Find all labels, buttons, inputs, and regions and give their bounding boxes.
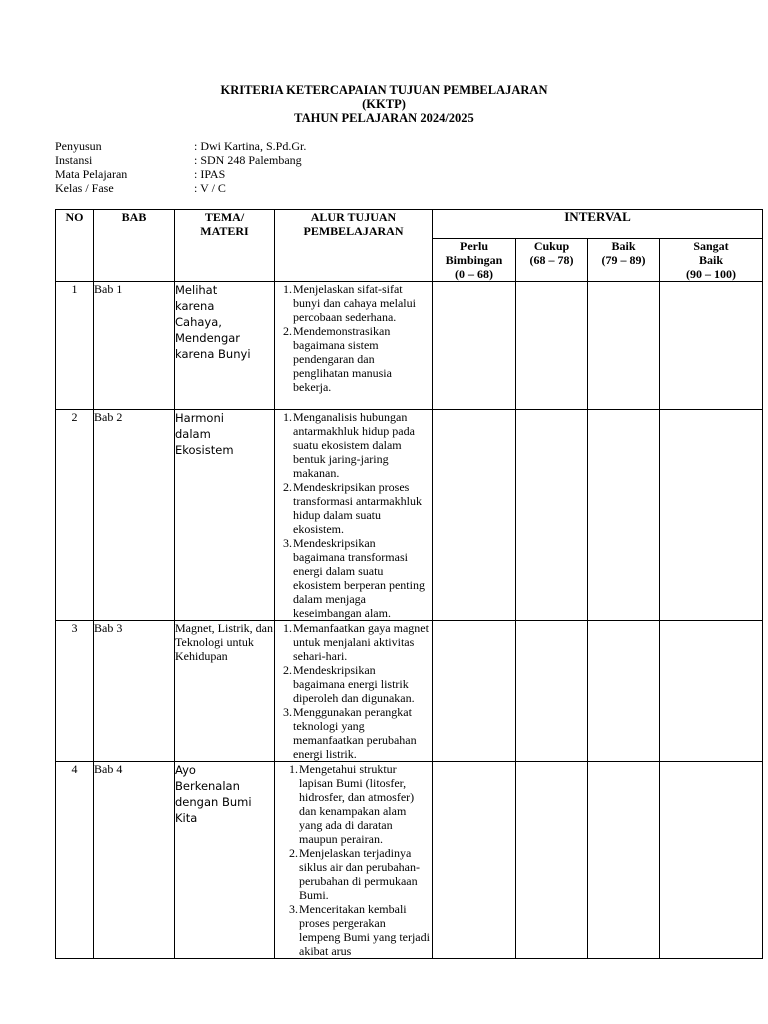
goals-list (275, 762, 432, 958)
goal-text: Mendeskripsikan bagaimana transformasi energi dalam suatu ekosistem berperan penting dalam menjaga keseimbangan alam. (293, 536, 425, 620)
goal-number: 3. (289, 902, 298, 916)
goal-text: Mendemonstrasikan bagaimana sistem pendengaran dan penglihatan manusia bekerja. (293, 324, 392, 394)
goal-text: Mendeskripsikan bagaimana energi listrik diperoleh dan digunakan. (293, 663, 415, 705)
header-tema-line1: TEMA/ (204, 210, 245, 224)
cell-sangat-baik (660, 282, 763, 410)
document-title: KRITERIA KETERCAPAIAN TUJUAN PEMBELAJARAN (220, 83, 548, 97)
cell-bab: Bab 2 (94, 410, 175, 621)
header-cukup-line1: Cukup (533, 239, 570, 253)
cell-baik (588, 621, 660, 762)
goal-item (275, 846, 432, 902)
cell-no: 2 (56, 410, 94, 621)
header-perlu-line2: Bimbingan (445, 253, 503, 267)
cell-cukup (516, 282, 588, 410)
header-perlu-line3: (0 – 68) (455, 267, 493, 281)
goal-item (275, 663, 432, 705)
cell-perlu-bimbingan (433, 410, 516, 621)
cell-sangat-baik (660, 410, 763, 621)
kktp-table (55, 209, 763, 959)
goal-text: Menjelaskan sifat-sifat bunyi dan cahaya melalui percobaan sederhana. (293, 282, 416, 324)
cell-no: 1 (56, 282, 94, 410)
header-alur-line1: ALUR TUJUAN (310, 210, 397, 224)
goal-item (275, 621, 432, 663)
header-tema-line2: MATERI (200, 224, 249, 238)
cell-alur-tujuan (275, 621, 433, 762)
goal-item (275, 762, 432, 846)
cell-bab: Bab 3 (94, 621, 175, 762)
cell-perlu-bimbingan (433, 621, 516, 762)
goal-item (275, 324, 432, 394)
cell-alur-tujuan (275, 410, 433, 621)
cell-alur-tujuan (275, 282, 433, 410)
header-bab: BAB (94, 210, 175, 282)
cell-no: 3 (56, 621, 94, 762)
goal-number: 1. (289, 762, 298, 776)
header-perlu-line1: Perlu (460, 239, 488, 253)
goal-number: 1. (283, 621, 292, 635)
document-info-block (55, 139, 306, 195)
header-perlu-bimbingan (433, 239, 516, 282)
tema-text: Melihat karena Cahaya, Mendengar karena Bunyi (175, 283, 251, 361)
goal-item (275, 705, 432, 761)
header-alur-line2: PEMBELAJARAN (303, 224, 404, 238)
header-interval: INTERVAL (433, 210, 763, 239)
goal-number: 2. (289, 846, 298, 860)
info-row-instansi (55, 153, 306, 167)
cell-tema (175, 762, 275, 959)
info-value: : SDN 248 Palembang (194, 153, 302, 167)
document-academic-year: TAHUN PELAJARAN 2024/2025 (294, 111, 474, 125)
goal-item (275, 902, 432, 958)
document-title-abbreviation: (KKTP) (362, 97, 406, 111)
goal-number: 2. (283, 324, 292, 338)
tema-text: Magnet, Listrik, dan Teknologi untuk Kehidupan (175, 621, 273, 663)
header-cukup (516, 239, 588, 282)
info-label: Mata Pelajaran (55, 167, 128, 181)
goal-item (275, 282, 432, 324)
table-row (56, 410, 763, 621)
goals-list (275, 410, 432, 620)
cell-alur-tujuan (275, 762, 433, 959)
cell-cukup (516, 762, 588, 959)
goal-item (275, 410, 432, 480)
info-value: : V / C (194, 181, 226, 195)
info-row-mata-pelajaran (55, 167, 306, 181)
tema-text: Ayo Berkenalan dengan Bumi Kita (175, 763, 252, 825)
goal-number: 1. (283, 410, 292, 424)
cell-bab: Bab 4 (94, 762, 175, 959)
header-baik-line1: Baik (611, 239, 636, 253)
goal-item (275, 536, 432, 620)
goals-list (275, 282, 432, 394)
header-cukup-line2: (68 – 78) (529, 253, 574, 267)
goal-text: Mendeskripsikan proses transformasi antarmakhluk hidup dalam suatu ekosistem. (293, 480, 422, 536)
header-tema-materi (175, 210, 275, 282)
table-row (56, 282, 763, 410)
goal-number: 3. (283, 705, 292, 719)
tema-text: Harmoni dalam Ekosistem (175, 411, 234, 457)
info-row-penyusun (55, 139, 306, 153)
info-value: : Dwi Kartina, S.Pd.Gr. (194, 139, 307, 153)
cell-cukup (516, 621, 588, 762)
cell-sangat-baik (660, 762, 763, 959)
goals-list (275, 621, 432, 761)
info-label: Penyusun (55, 139, 102, 153)
info-row-kelas-fase (55, 181, 306, 195)
cell-tema (175, 410, 275, 621)
goal-text: Menceritakan kembali proses pergerakan lempeng Bumi yang terjadi akibat arus (299, 902, 430, 958)
goal-text: Menganalisis hubungan antarmakhluk hidup pada suatu ekosistem dalam bentuk jaring-jaring makanan. (293, 410, 415, 480)
header-sangat-line3: (90 – 100) (686, 267, 736, 281)
goal-text: Memanfaatkan gaya magnet untuk menjalani aktivitas sehari-hari. (293, 621, 429, 663)
cell-baik (588, 410, 660, 621)
header-sangat-line1: Sangat (693, 239, 729, 253)
table-row (56, 621, 763, 762)
cell-perlu-bimbingan (433, 282, 516, 410)
goal-number: 3. (283, 536, 292, 550)
header-baik-line2: (79 – 89) (601, 253, 646, 267)
info-label: Kelas / Fase (55, 181, 114, 195)
cell-tema (175, 621, 275, 762)
cell-baik (588, 762, 660, 959)
cell-cukup (516, 410, 588, 621)
cell-baik (588, 282, 660, 410)
header-alur-tujuan (275, 210, 433, 282)
info-label: Instansi (55, 153, 93, 167)
header-no: NO (56, 210, 94, 282)
goal-text: Menggunakan perangkat teknologi yang memanfaatkan perubahan energi listrik. (293, 705, 417, 761)
info-value: : IPAS (194, 167, 226, 181)
table-row (56, 762, 763, 959)
header-baik (588, 239, 660, 282)
header-sangat-line2: Baik (698, 253, 723, 267)
goal-item (275, 480, 432, 536)
cell-sangat-baik (660, 621, 763, 762)
goal-text: Mengetahui struktur lapisan Bumi (litosfer, hidrosfer, dan atmosfer) dan kenampakan alam yang ada di daratan maupun perairan. (299, 762, 415, 846)
header-sangat-baik (660, 239, 763, 282)
cell-perlu-bimbingan (433, 762, 516, 959)
cell-no: 4 (56, 762, 94, 959)
cell-bab: Bab 1 (94, 282, 175, 410)
goal-number: 2. (283, 480, 292, 494)
goal-text: Menjelaskan terjadinya siklus air dan perubahan-perubahan di permukaan Bumi. (299, 846, 420, 902)
goal-number: 2. (283, 663, 292, 677)
goal-number: 1. (283, 282, 292, 296)
cell-tema (175, 282, 275, 410)
